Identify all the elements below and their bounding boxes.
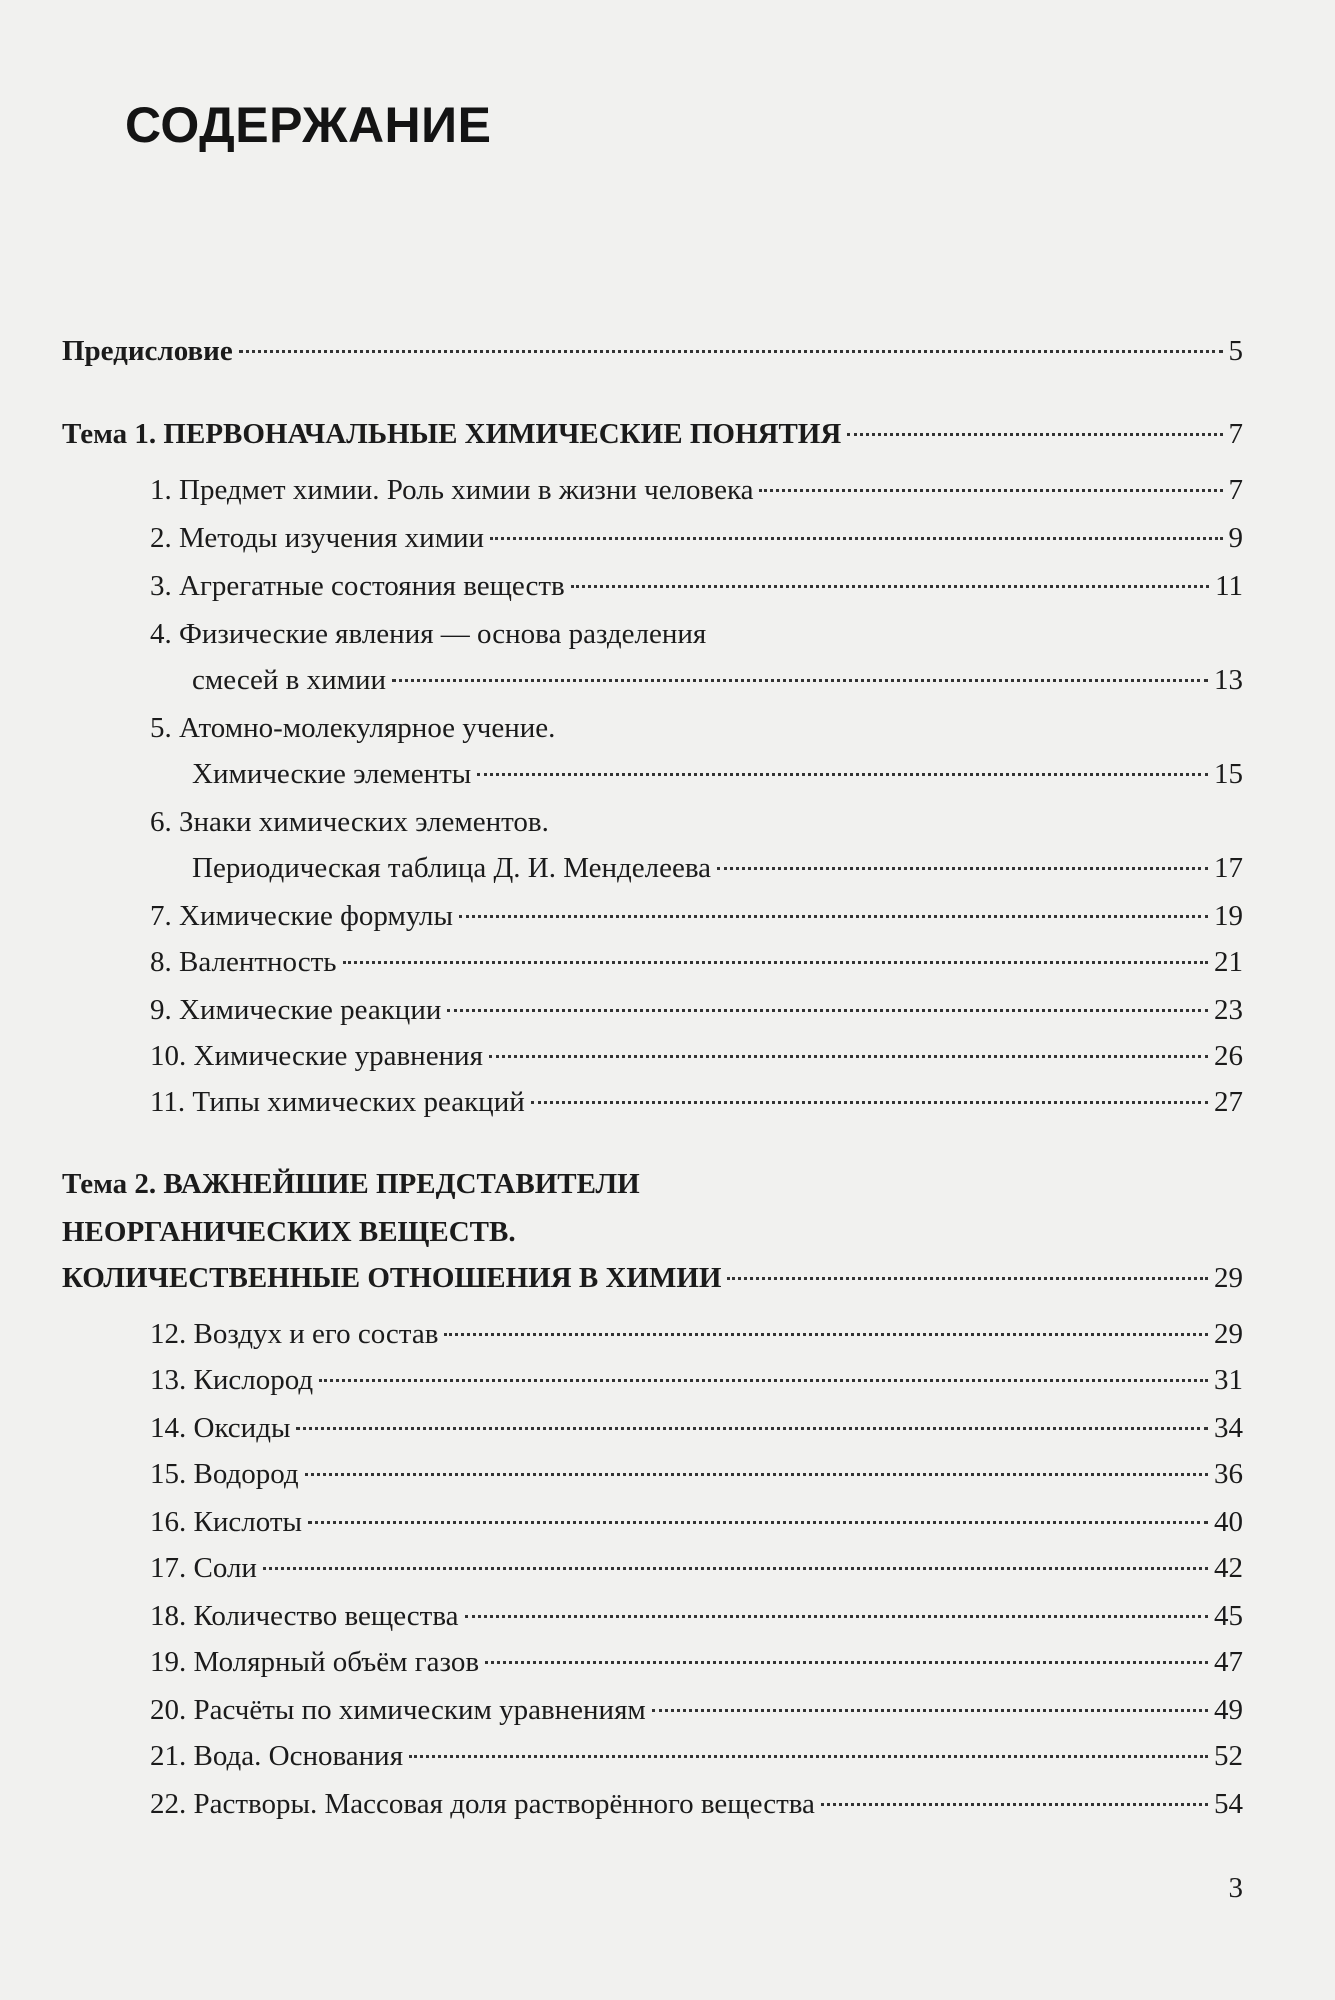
toc-item [192,754,1243,794]
toc-page: 54 [1214,1788,1243,1820]
toc-item [150,1736,1243,1776]
toc-page: 47 [1214,1646,1243,1678]
toc-label: 7. Химические формулы [150,900,453,932]
toc-label: 19. Молярный объём газов [150,1646,480,1678]
toc-preface [62,331,1243,371]
toc-item [150,896,1243,936]
toc-label: КОЛИЧЕСТВЕННЫЕ ОТНОШЕНИЯ В ХИМИИ [62,1262,722,1294]
page-title: СОДЕРЖАНИЕ [125,97,492,153]
toc-label: 2. Методы изучения химии [150,522,485,554]
toc-item [192,660,1243,700]
toc-page: 9 [1228,522,1243,554]
toc-label: 18. Количество вещества [150,1600,459,1632]
toc-label: 3. Агрегатные состояния веществ [150,570,565,602]
toc-label: 14. Оксиды [150,1412,291,1444]
toc-item [150,1642,1243,1682]
toc-topic-1 [62,414,1243,454]
toc-page: 19 [1214,900,1243,932]
toc-item [150,1408,1243,1448]
page-number: 3 [1228,1872,1243,1904]
dot-leader [263,1567,1208,1570]
toc-label: 17. Соли [150,1552,257,1584]
toc-item [150,990,1243,1030]
dot-leader [308,1521,1208,1524]
toc-label: 12. Воздух и его состав [150,1318,439,1350]
toc-item [150,1314,1243,1354]
toc-item [150,1036,1243,1076]
dot-leader [459,915,1208,918]
toc-item [150,1454,1243,1494]
toc-label: 5. Атомно-молекулярное учение. [150,712,556,744]
toc-label-cont: смесей в химии [192,664,387,696]
toc-page: 31 [1214,1364,1243,1396]
toc-item [150,1784,1243,1824]
toc-label: 4. Физические явления — основа разделения [150,618,707,650]
toc-page: 49 [1214,1694,1243,1726]
toc-page: 5 [1228,335,1243,367]
toc-page: 15 [1214,758,1243,790]
toc-label: 1. Предмет химии. Роль химии в жизни человека [150,474,754,506]
toc-label: 11. Типы химических реакций [150,1086,525,1118]
dot-leader [465,1615,1208,1618]
toc-page: 40 [1214,1506,1243,1538]
toc-item [150,1690,1243,1730]
toc-page: 7 [1228,474,1243,506]
toc-page: 45 [1214,1600,1243,1632]
toc-page: 34 [1214,1412,1243,1444]
toc-label: 22. Растворы. Массовая доля растворённого вещества [150,1788,815,1820]
toc-page: 7 [1228,418,1243,450]
toc-item [150,942,1243,982]
dot-leader [447,1009,1208,1012]
toc-item [150,566,1243,606]
toc-label: Предисловие [62,335,233,367]
toc-label: 13. Кислород [150,1364,314,1396]
toc-label: 15. Водород [150,1458,299,1490]
toc-label-cont: Периодическая таблица Д. И. Менделеева [192,852,712,884]
toc-label: 6. Знаки химических элементов. [150,806,549,838]
dot-leader [343,961,1208,964]
toc-item [150,1360,1243,1400]
toc-label: 21. Вода. Основания [150,1740,404,1772]
dot-leader [319,1379,1208,1382]
toc-page: 29 [1214,1318,1243,1350]
toc-topic-2 [62,1258,1243,1298]
dot-leader [296,1427,1208,1430]
dot-leader [489,1055,1208,1058]
toc-item [150,470,1243,510]
dot-leader [444,1333,1208,1336]
toc-label-cont: Химические элементы [192,758,472,790]
toc-item [150,1548,1243,1588]
dot-leader [477,773,1208,776]
toc-page: 52 [1214,1740,1243,1772]
dot-leader [409,1755,1208,1758]
dot-leader [652,1709,1208,1712]
toc-topic-2-line1: Тема 2. ВАЖНЕЙШИЕ ПРЕДСТАВИТЕЛИ [62,1168,640,1200]
toc-page: 21 [1214,946,1243,978]
toc-topic-2-line2: НЕОРГАНИЧЕСКИХ ВЕЩЕСТВ. [62,1216,516,1248]
toc-item [150,1502,1243,1542]
dot-leader [727,1277,1208,1280]
dot-leader [821,1803,1208,1806]
toc-label: 16. Кислоты [150,1506,302,1538]
toc-item [150,1082,1243,1122]
toc-label: 8. Валентность [150,946,337,978]
toc-item [150,1596,1243,1636]
toc-item-line1 [150,802,1243,842]
dot-leader [717,867,1208,870]
toc-item-line1 [150,708,1243,748]
toc-label: 10. Химические уравнения [150,1040,483,1072]
dot-leader [490,537,1222,540]
toc-page: 26 [1214,1040,1243,1072]
toc-label: Тема 1. ПЕРВОНАЧАЛЬНЫЕ ХИМИЧЕСКИЕ ПОНЯТИЯ [62,418,842,450]
toc-page: 13 [1214,664,1243,696]
toc-label: 20. Расчёты по химическим уравнениям [150,1694,646,1726]
dot-leader [847,433,1222,436]
dot-leader [531,1101,1208,1104]
toc-page: 36 [1214,1458,1243,1490]
toc-item [192,848,1243,888]
dot-leader [571,585,1209,588]
toc-page: 27 [1214,1086,1243,1118]
toc-page: 42 [1214,1552,1243,1584]
toc-page: 29 [1214,1262,1243,1294]
dot-leader [305,1473,1208,1476]
dot-leader [239,350,1223,353]
toc-item [150,518,1243,558]
toc-page: 23 [1214,994,1243,1026]
dot-leader [485,1661,1208,1664]
toc-label: 9. Химические реакции [150,994,442,1026]
dot-leader [392,679,1208,682]
dot-leader [759,489,1222,492]
toc-item-line1 [150,614,1243,654]
toc-page: 11 [1215,570,1243,602]
toc-page: 17 [1214,852,1243,884]
